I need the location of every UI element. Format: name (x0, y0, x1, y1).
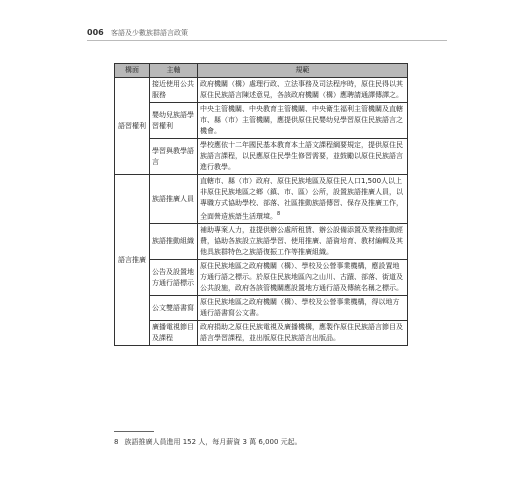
header-norm: 規範 (198, 64, 408, 78)
running-title: 客語及少數族群語言政策 (111, 29, 188, 37)
norm-cell: 學校應依十二年國民基本教育本土語文課程綱要規定，提供原住民族語言課程，以民應原住民學生修習需要，並鼓勵以原住民族語言進行教學。 (198, 139, 408, 175)
table-row (115, 296, 408, 321)
norm-cell: 原住民族地區之政府機關（構）、學校及公營事業機構，應設置地方通行語之標示。於原住民族地區內之山川、古蹟、部落、街道及公共設施，政府各該管機關應設置地方通行語及傳統名稱之標示。 (198, 260, 408, 296)
norm-cell: 補助專案人力，並提供辦公處所租賃、辦公設備添置及業務推動經費，協助各族設立族語學習、使用推廣、語資培育、教材編輯及其他具族群特色之族語復振工作等推廣組織。 (198, 224, 408, 260)
norm-cell (198, 175, 408, 224)
table-row (115, 78, 408, 103)
footnote-rule (114, 431, 154, 432)
footnote-ref[interactable]: 8 (277, 211, 281, 217)
table-header-row (115, 64, 408, 78)
norm-cell: 政府機關（構）處理行政、立法事務及司法程序時，原住民得以其原住民族語言陳述意見，各該政府機關（構）應聘請通譯傳譯之。 (198, 78, 408, 103)
header-axis: 主軸 (150, 64, 198, 78)
axis-cell: 公告及設置地方通行語標示 (150, 260, 198, 296)
norm-cell: 中央主管機關、中央教育主管機關、中央衛生福利主管機關及直轄市、縣（市）主管機關，應提供原住民嬰幼兒學習原住民族語言之機會。 (198, 103, 408, 139)
policy-table (114, 63, 408, 346)
footnote-text: 族語推廣人員進用 152 人，每月薪資 3 萬 6,000 元起。 (124, 438, 302, 446)
footnote-number: 8 (114, 438, 119, 446)
axis-cell: 公文雙語書寫 (150, 296, 198, 321)
header-dimension: 構面 (115, 64, 150, 78)
norm-text: 直轄市、縣（市）政府、原住民族地區及原住民人口1,500人以上非原住民族地區之鄉（鎮、市、區）公所，設置族語推廣人員，以專職方式協助學校、部落、社區推動族語傳習、保存及推廣工作，全面營造族語生活環境。 (200, 177, 403, 221)
axis-cell: 學習與教學語言 (150, 139, 198, 175)
table-row (115, 321, 408, 346)
norm-cell: 原住民族地區之政府機關（構）、學校及公營事業機構，得以地方通行語書寫公文書。 (198, 296, 408, 321)
category-language-rights: 語習權利 (115, 78, 150, 175)
footnote (114, 437, 302, 447)
axis-cell: 族語推廣人員 (150, 175, 198, 224)
axis-cell: 族語推動組織 (150, 224, 198, 260)
table-row (115, 139, 408, 175)
axis-cell: 嬰幼兒族語學習權利 (150, 103, 198, 139)
table-row (115, 260, 408, 296)
axis-cell: 接近使用公共服務 (150, 78, 198, 103)
page-number: 006 (87, 28, 104, 37)
norm-cell: 政府捐助之原住民族電視及廣播機構，應製作原住民族語言節目及語言學習課程，並出版原住民族語言出版品。 (198, 321, 408, 346)
table-row (115, 103, 408, 139)
table-row (115, 175, 408, 224)
axis-cell: 廣播電視節目及課程 (150, 321, 198, 346)
category-language-promotion: 語言推廣 (115, 175, 150, 346)
header-rule (87, 40, 447, 41)
table-row (115, 224, 408, 260)
